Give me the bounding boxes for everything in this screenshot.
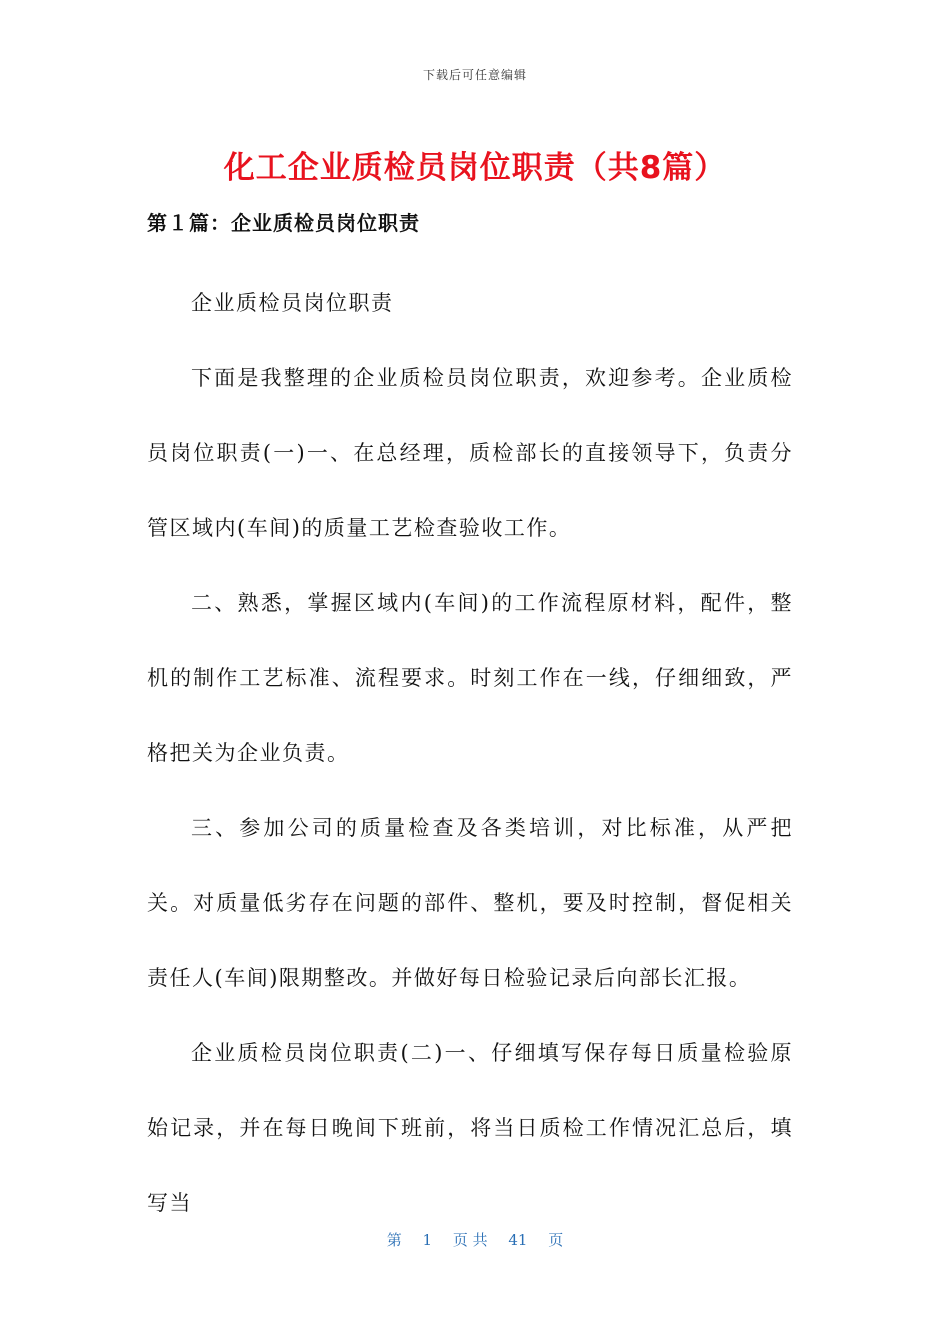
paragraph: 企业质检员岗位职责(二)一、仔细填写保存每日质量检验原始记录，并在每日晚间下班前，将当日质检工作情况汇总后，填写当: [147, 1041, 793, 1215]
document-title: 化工企业质检员岗位职责（共8篇）: [223, 150, 727, 186]
footer-total-pages: 41: [508, 1231, 528, 1249]
page-footer: [0, 1229, 950, 1250]
footer-current-page: 1: [422, 1231, 433, 1249]
paragraph: 企业质检员岗位职责: [191, 291, 394, 315]
paragraph: 二、熟悉，掌握区域内(车间)的工作流程原材料，配件，整机的制作工艺标准、流程要求。时刻工作在一线，仔细细致，严格把关为企业负责。: [147, 591, 793, 765]
footer-prefix: 第: [386, 1231, 402, 1249]
footer-suffix: 页: [548, 1231, 564, 1249]
document-body: [147, 266, 793, 1241]
paragraph: 下面是我整理的企业质检员岗位职责，欢迎参考。企业质检员岗位职责(一)一、在总经理，质检部长的直接领导下，负责分管区域内(车间)的质量工艺检查验收工作。: [147, 366, 793, 540]
paragraph: 三、参加公司的质量检查及各类培训，对比标准，从严把关。对质量低劣存在问题的部件、整机，要及时控制，督促相关责任人(车间)限期整改。并做好每日检验记录后向部长汇报。: [147, 816, 793, 990]
section-heading: 第１篇：企业质检员岗位职责: [147, 211, 420, 235]
page-header-note: 下载后可任意编辑: [422, 68, 527, 82]
footer-middle: 页 共: [452, 1231, 488, 1249]
